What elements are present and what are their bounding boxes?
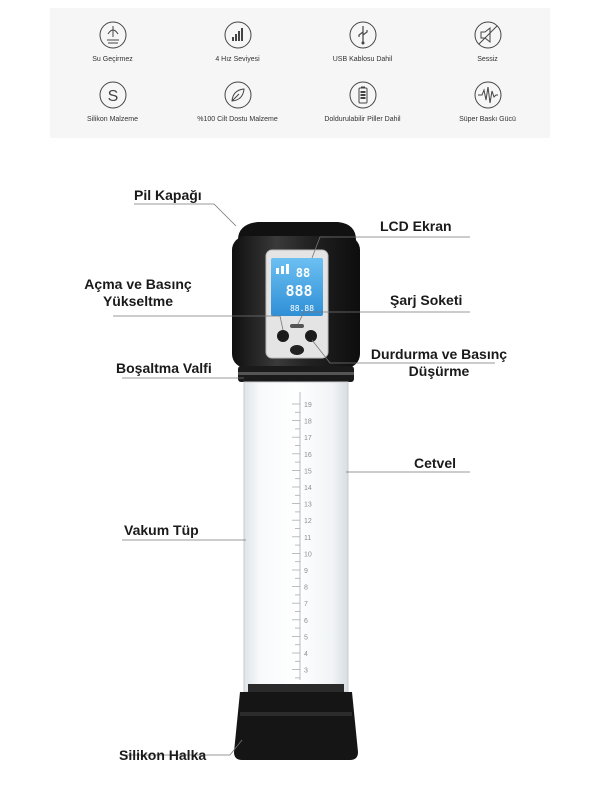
feature-label: USB Kablosu Dahil: [332, 56, 393, 63]
ruler-label: 19: [304, 402, 312, 409]
feature-label: Doldurulabilir Piller Dahil: [324, 116, 401, 123]
feature-label: Su Geçirmez: [92, 56, 133, 63]
ruler-label: 11: [304, 534, 312, 542]
ruler-label: 16: [304, 451, 312, 459]
ruler-label: 12: [304, 518, 312, 526]
feature-label: Silikon Malzeme: [87, 116, 138, 123]
callout-power-up-line2: Yükseltme: [102, 293, 174, 309]
callout-stop-down-line2: Düşürme: [408, 363, 470, 379]
callout-stop-down: [355, 346, 523, 380]
svg-text:S: S: [107, 88, 118, 105]
feature-label: %100 Cilt Dostu Malzeme: [197, 116, 278, 123]
ruler-label: 8: [304, 584, 308, 592]
ruler-label: 9: [304, 568, 308, 575]
callout-vacuum-tube: Vakum Tüp: [124, 522, 199, 538]
ruler-label: 4: [304, 651, 308, 658]
callout-lcd-screen: LCD Ekran: [380, 218, 452, 234]
feature-label: Süper Baskı Gücü: [459, 116, 516, 123]
callout-stop-down-line1: Durdurma ve Basınç: [370, 346, 508, 362]
callout-silicone-ring: Silikon Halka: [119, 747, 207, 763]
feature-label: 4 Hız Seviyesi: [215, 56, 260, 63]
ruler-label: 3: [304, 667, 308, 675]
callout-battery-cover: Pil Kapağı: [134, 187, 202, 203]
lcd-row-1: 88: [295, 266, 311, 280]
callout-power-up-line1: Açma ve Basınç: [84, 276, 192, 292]
lcd-row-3: 88.88: [289, 304, 315, 313]
ruler-label: 10: [304, 551, 312, 559]
ruler-label: 6: [304, 617, 308, 625]
ruler-label: 18: [304, 418, 312, 426]
feature-label: Sessiz: [477, 56, 498, 63]
callout-ruler: Cetvel: [414, 455, 457, 471]
ruler-label: 7: [304, 601, 308, 609]
ruler-label: 14: [304, 485, 312, 492]
callout-release-valve: Boşaltma Valfi: [116, 360, 212, 376]
callout-charge-socket: Şarj Soketi: [390, 292, 463, 308]
callout-power-up: [78, 276, 198, 310]
ruler-label: 13: [304, 501, 312, 509]
ruler-label: 17: [304, 435, 312, 443]
ruler-label: 15: [304, 468, 312, 476]
ruler-label: 5: [304, 634, 308, 642]
lcd-row-2: 888: [285, 282, 313, 300]
